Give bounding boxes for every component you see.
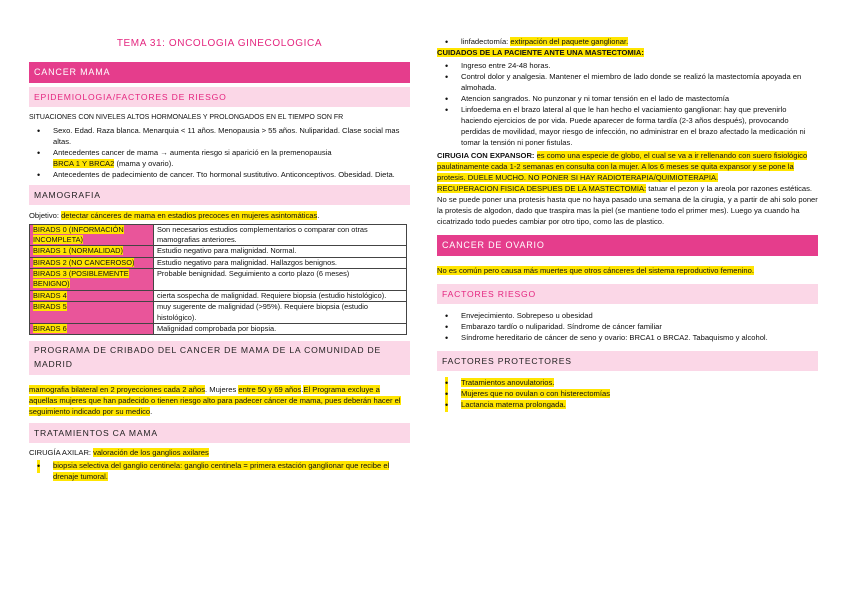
list-item-highlight: primera estación ganglionar que recibe el drenaje tumoral. (53, 460, 390, 481)
birads-category (30, 302, 154, 324)
list-item: • Control dolor y analgesia. Mantener el miembro de lado donde se realizó la mastectomía apoyada en almohada. (437, 71, 818, 93)
programa-text: . (150, 406, 153, 416)
ovario-paragraph (437, 265, 818, 276)
list-item: • Embarazo tardío o nuliparidad. Síndrome de cáncer familiar (437, 321, 818, 332)
birads-category (30, 224, 154, 246)
section-epidemiologia: EPIDEMIOLOGIA/FACTORES DE RIESGO (29, 87, 410, 107)
section-factores-protectores: FACTORES PROTECTORES (437, 351, 818, 371)
birads-description: Estudio negativo para malignidad. Hallazgos benignos. (154, 257, 407, 268)
list-item (29, 147, 410, 169)
recuperacion-highlight: RECUPERACION FISICA DESPUES DE LA MASTECTOMIA: (437, 184, 647, 193)
table-row (30, 257, 407, 268)
riesgo-list (437, 310, 818, 343)
programa-paragraph (29, 384, 410, 417)
objetivo-highlight: detectar cánceres de mama en estadios precoces en mujeres asintomáticas (61, 210, 318, 220)
birads-category (30, 269, 154, 291)
table-row (30, 224, 407, 246)
objetivo-label: Objetivo: (29, 210, 62, 220)
section-tratamientos: TRATAMIENTOS CA MAMA (29, 423, 410, 443)
list-item (29, 460, 410, 482)
list-item: • Envejecimiento. Sobrepeso u obesidad (437, 310, 818, 321)
section-mamografia: MAMOGRAFIA (29, 185, 410, 205)
recuperacion-text: tatuar el pezon y la areola por razones estéticas. No se puede poner una protesis hasta que no haya pasado una semana de la cirugia, y a partir de ahi solo poner la protesis de algodon, dado que traspira mas la piel (se mantiene todo el primer mes). Luego ya cuando ha cicatrizado todo puedes cambiar por otro tipo, como las de plastico. (437, 184, 818, 226)
birads-description: cierta sospecha de malignidad. Requiere biopsia (estudio histológico). (154, 290, 407, 301)
cirugia-highlight: valoración de los ganglios axilares (93, 447, 209, 457)
section-programa-cribado: PROGRAMA DE CRIBADO DEL CANCER DE MAMA DE LA COMUNIDAD DE MADRID (29, 341, 410, 375)
list-item (437, 36, 818, 47)
birads-category (30, 246, 154, 257)
objetivo-line (29, 210, 410, 221)
birads-category (30, 290, 154, 301)
list-item-highlight: Lactancia materna prolongada. (461, 400, 566, 409)
list-item: • Sexo. Edad. Raza blanca. Menarquia < 11 años. Menopausia > 55 años. Nuliparidad. Clase social mas altas. (29, 125, 410, 147)
left-column (29, 0, 410, 482)
programa-text: . Mujeres (205, 384, 239, 394)
table-row (30, 246, 407, 257)
list-item: • Síndrome hereditario de cáncer de seno y ovario: BRCA1 o BRCA2. Tabaquismo y alcohol. (437, 332, 818, 343)
highlight-brca: BRCA 1 Y BRCA2 (53, 158, 115, 168)
birads-description: Estudio negativo para malignidad. Normal. (154, 246, 407, 257)
birads-description: Probable benignidad. Seguimiento a corto plazo (6 meses) (154, 269, 407, 291)
table-row (30, 290, 407, 301)
section-factores-riesgo: FACTORES RIESGO (437, 284, 818, 304)
cuidados-heading (437, 47, 818, 58)
cuidados-list (437, 60, 818, 148)
birads-category-label: BIRADS 2 (NO CANCEROSO) (33, 257, 135, 267)
list-item-text: Antecedentes cancer de mama → aumenta riesgo si aparició en la premenopausia (53, 147, 332, 157)
list-item-highlight: Mujeres que no ovulan o con histerectomías (461, 389, 611, 398)
cuidados-heading-text: CUIDADOS DE LA PACIENTE ANTE UNA MASTECTOMIA: (437, 48, 644, 57)
birads-description: Son necesarios estudios complementarios o comparar con otras mamografias anteriores. (154, 224, 407, 246)
linfa-highlight: extirpación del paquete ganglionar. (510, 37, 629, 46)
birads-category-label: BIRADS 5 (33, 302, 67, 312)
linfa-list (437, 36, 818, 47)
birads-category-label: BIRADS 6 (33, 323, 67, 333)
section-cancer-ovario: CANCER DE OVARIO (437, 235, 818, 256)
tratamientos-list (29, 460, 410, 482)
programa-highlight: entre 50 y 69 años (238, 384, 302, 394)
table-row (30, 323, 407, 334)
birads-category (30, 257, 154, 268)
birads-category-label: BIRADS 1 (NORMALIDAD) (33, 246, 123, 256)
table-row (30, 269, 407, 291)
document-title: TEMA 31: ONCOLOGIA GINECOLOGICA (116, 38, 323, 49)
table-row (30, 302, 407, 324)
birads-description: Malignidad comprobada por biopsia. (154, 323, 407, 334)
birads-category (30, 323, 154, 334)
list-item (437, 377, 818, 388)
right-column (437, 0, 818, 410)
list-item (437, 399, 818, 410)
list-item: • Ingreso entre 24-48 horas. (437, 60, 818, 71)
list-item (437, 388, 818, 399)
recuperacion-paragraph (437, 183, 818, 227)
list-item-highlight: Tratamientos anovulatorios. (461, 378, 555, 387)
epidemiologia-list (29, 125, 410, 180)
expansor-paragraph (437, 150, 818, 183)
birads-description: muy sugerente de malignidad (>95%). Requiere biopsia (estudio histológico). (154, 302, 407, 324)
programa-highlight: El Programa excluye a aquellas mujeres que han padecido o tienen riesgo alto para padecer cáncer de mama, pues deberán hacer el seguimiento indicado por su medico (29, 384, 401, 416)
list-item: • Linfoedema en el brazo lateral al que le han hecho el vaciamiento ganglionar: hay que prevenirlo haciendo ejercicios de por vida. Puede aparecer de forma tardía (2-3 años después), provocando perdidas de movilidad, mayor riesgo de infección, no administrar en el brazo afectado la medicación ni tomar la tensión ni poner fistulas. (437, 104, 818, 148)
list-item: • Antecedentes de padecimiento de cancer. Tto hormonal sustitutivo. Anticonceptivos. Obesidad. Dieta. (29, 169, 410, 180)
expansor-label: CIRUGIA CON EXPANSOR: (437, 151, 537, 160)
programa-highlight: mamografia bilateral en 2 proyecciones cada 2 años (29, 384, 206, 394)
section-cancer-mama: CANCER MAMA (29, 62, 410, 83)
objetivo-end: . (317, 210, 320, 220)
protectores-list (437, 377, 818, 410)
list-item-text: (mama y ovario). (114, 158, 174, 168)
birads-category-label: BIRADS 0 (INFORMACIÓN INCOMPLETA) (33, 224, 124, 244)
list-item-highlight: biopsia selectiva del ganglio centinela: ganglio centinela = (53, 460, 250, 470)
list-item: • Atencion sangrados. No punzonar y ni tomar tensión en el lado de mastectomía (437, 93, 818, 104)
cirugia-label: CIRUGÍA AXILAR: (29, 447, 94, 457)
birads-category-label: BIRADS 4 (33, 290, 67, 300)
epidemiologia-intro: SITUACIONES CON NIVELES ALTOS HORMONALES Y PROLONGADOS EN EL TIEMPO SON FR (29, 113, 344, 121)
linfa-label: linfadectomía: (461, 37, 511, 46)
birads-category-label: BIRADS 3 (POSIBLEMENTE BENIGNO) (33, 269, 129, 289)
ovario-highlight: No es común pero causa más muertes que otros cánceres del sistema reproductivo femenino. (437, 266, 754, 275)
cirugia-axilar-line (29, 447, 410, 458)
expansor-highlight: es como una especie de globo, el cual se va a ir rellenando con suero fisiológico paulatinamente cada 1-2 semanas en consulta con la mujer. A los 6 meses se quita expansor y se pone la protesis. DUELE MUCHO. NO PONER SI HAY RADIOTERAPIA/QUIMIOTERAPIA. (437, 151, 808, 182)
birads-table (29, 224, 407, 336)
